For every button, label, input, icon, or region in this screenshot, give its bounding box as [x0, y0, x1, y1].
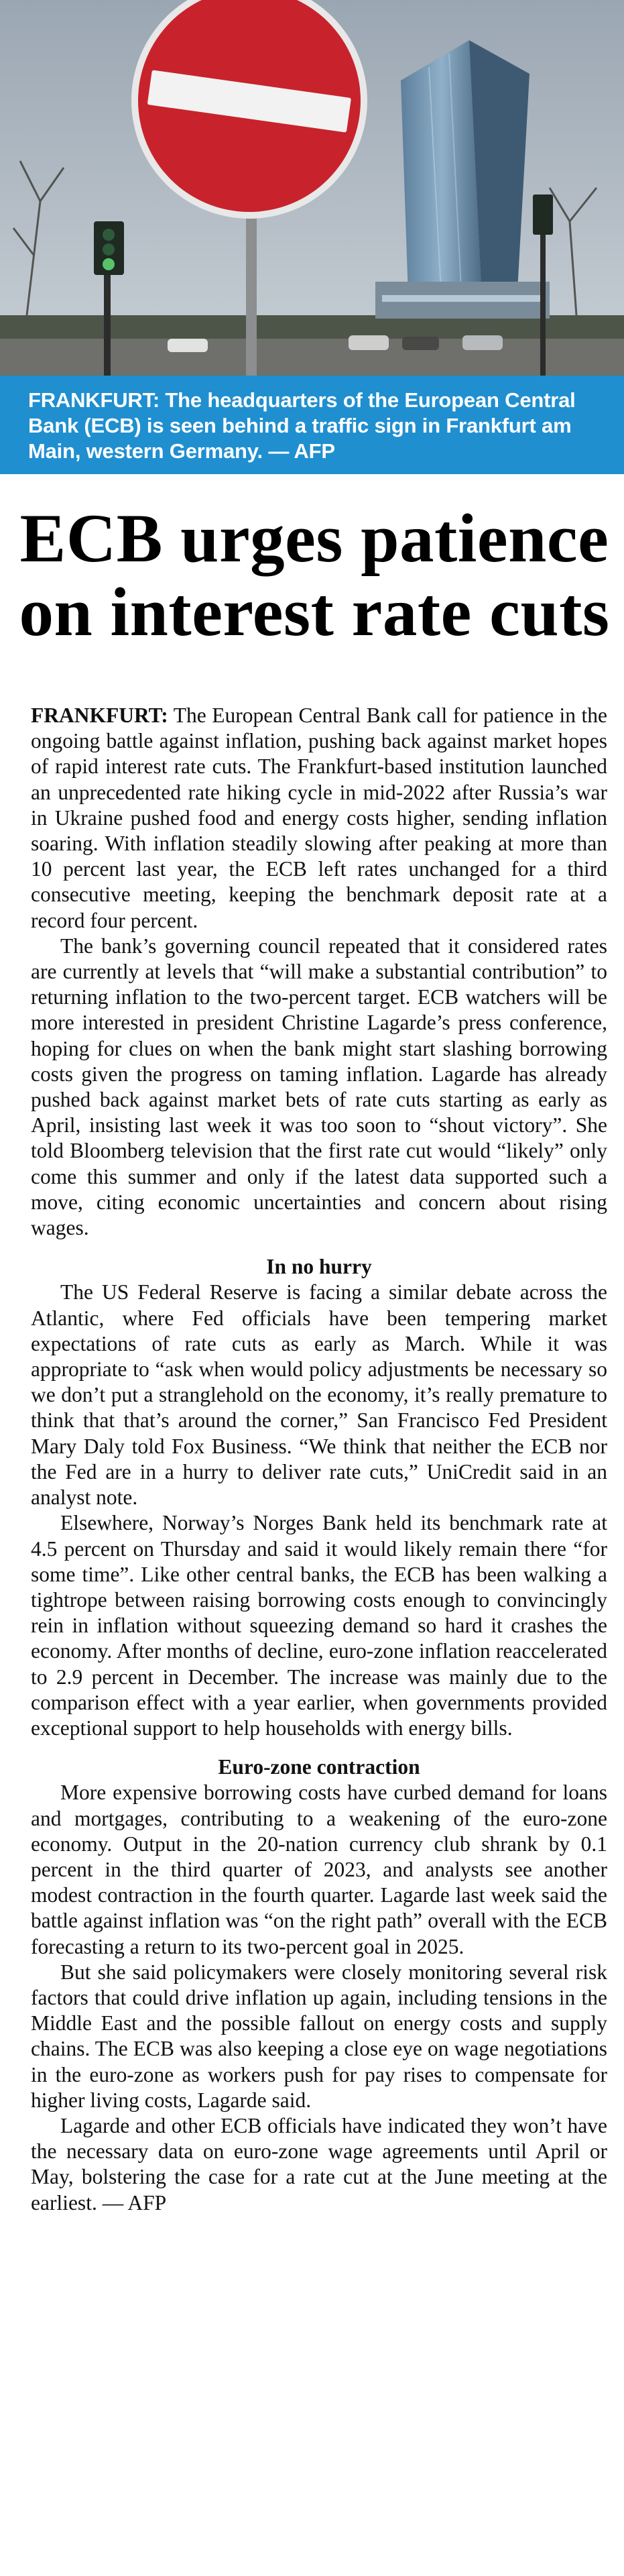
- subhead-euro-zone-contraction: Euro-zone contraction: [218, 1755, 420, 1779]
- paragraph-2: The bank’s governing council repeated that it considered rates are currently at levels that “will make a substantial contribution” to returning inflation to the two-percent target. ECB watchers will be more interested in president Christine Lagarde’s press conference, hoping for clues on when the bank might start slashing borrowing costs given the progress on taming inflation. Lagarde has already pushed back against market bets of rate cuts starting as early as April, insisting last week it was too soon to “shout victory”. She told Bloomberg television that the first rate cut would “likely” only come this summer and only if the latest data supported such a move, citing economic uncertainties and concern about rising wages.: [31, 934, 607, 1240]
- headline-line-2: on interest rate cuts: [19, 574, 610, 651]
- headline: [16, 502, 613, 649]
- caption-text: FRANKFURT: The headquarters of the European Central Bank (ECB) is seen behind a traffic sign in Frankfurt am Main, western Germany. — AFP: [28, 388, 576, 463]
- news-photo: [0, 0, 624, 376]
- subhead-in-no-hurry: In no hurry: [266, 1255, 372, 1279]
- dateline: FRANKFURT:: [31, 704, 168, 727]
- paragraph-6: But she said policymakers were closely monitoring several risk factors that could drive inflation up again, including tensions in the Middle East and the possible fallout on energy costs and supply chains. The ECB was also keeping a close eye on wage negotiations in the euro-zone as workers push for pay rises to compensate for higher living costs, Lagarde said.: [31, 1960, 607, 2112]
- headline-line-1: ECB urges patience: [19, 500, 609, 577]
- paragraph-3: The US Federal Reserve is facing a similar debate across the Atlantic, where Fed officials have been tempering market expectations of rate cuts as early as March. While it was appropriate to “ask when would policy adjustments be necessary so we don’t put a stranglehold on the economy, it’s really premature to think that that’s around the corner,” San Francisco Fed President Mary Daly told Fox Business. “We think that neither the ECB nor the Fed are in a hurry to deliver rate cuts,” UniCredit said in an analyst note.: [31, 1280, 607, 1510]
- paragraph-5: More expensive borrowing costs have curbed demand for loans and mortgages, contributing to a weakening of the euro-zone economy. Output in the 20-nation currency club shrank by 0.1 percent in the third quarter of 2023, and analysts see another modest contraction in the fourth quarter. Lagarde last week said the battle against inflation was “on the right path” overall with the ECB forecasting a return to its two-percent goal in 2025.: [31, 1781, 607, 1958]
- paragraph-4: Elsewhere, Norway’s Norges Bank held its benchmark rate at 4.5 percent on Thursday and said it would likely remain there “for some time”. Like other central banks, the ECB has been walking a tightrope between raising borrowing costs enough to convincingly rein in inflation without squeezing demand so hard it crashes the economy. After months of decline, euro-zone inflation reaccelerated to 2.9 percent in December. The increase was mainly due to the comparison effect with a year earlier, when governments provided exceptional support to help households with energy bills.: [31, 1511, 607, 1740]
- photo-caption: [0, 376, 624, 474]
- paragraph-1: [31, 703, 607, 934]
- paragraph-7: Lagarde and other ECB officials have indicated they won’t have the necessary data on euro-zone wage agreements until April or May, bolstering the case for a rate cut at the June meeting at the earliest. — AFP: [31, 2113, 607, 2215]
- paragraph-1-text: The European Central Bank call for patience in the ongoing battle against inflation, pushing back against market hopes of rapid interest rate cuts. The Frankfurt-based institution launched an unprecedented rate hiking cycle in mid-2022 after Russia’s war in Ukraine pushed food and energy costs higher, sending inflation soaring. With inflation steadily slowing after peaking at more than 10 percent last year, the ECB left rates unchanged for a third consecutive meeting, keeping the benchmark deposit rate at a record four percent.: [31, 704, 607, 932]
- article-body: [31, 703, 607, 2216]
